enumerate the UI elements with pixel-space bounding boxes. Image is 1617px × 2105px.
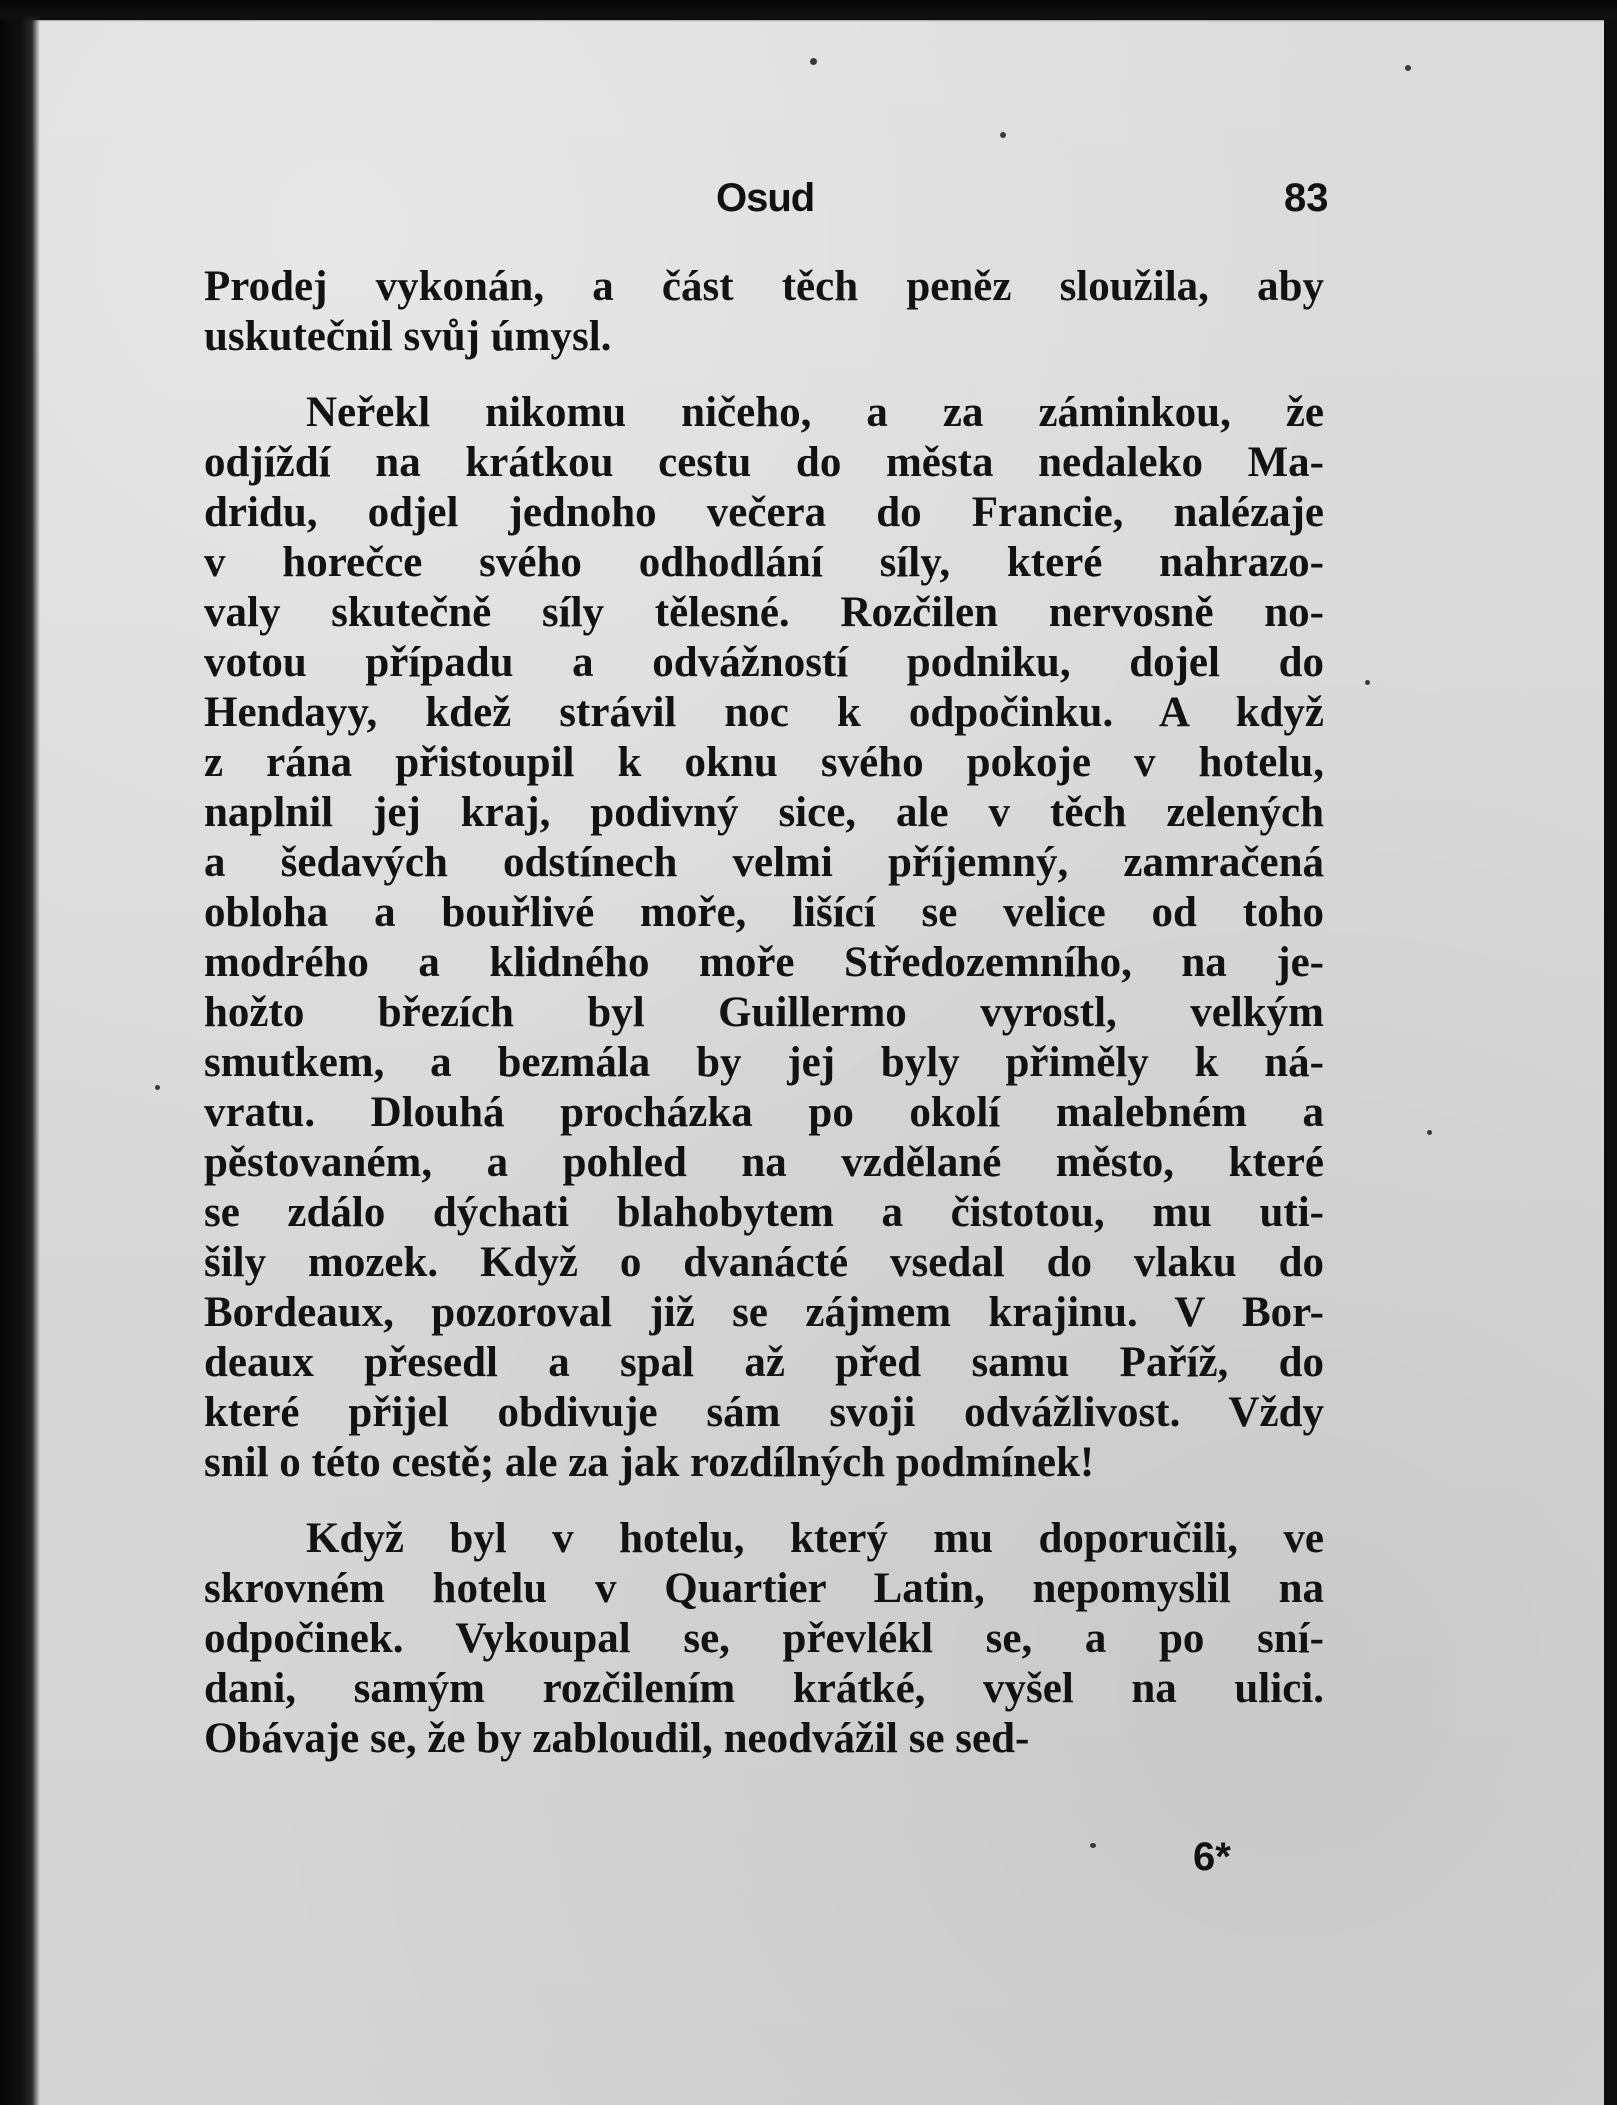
text-line: deaux přesedl a spal až před samu Paříž, do [204,1339,1324,1386]
text-line: dani, samým rozčilením krátké, vyšel na ulici. [204,1665,1324,1712]
paragraph [204,262,1324,362]
text-line: Bordeaux, pozoroval již se zájmem krajinu. V Bor- [204,1289,1324,1336]
scan-left-edge [0,0,40,2105]
text-line: skrovném hotelu v Quartier Latin, nepomyslil na [204,1565,1324,1612]
text-line: které přijel obdivuje sám svoji odvážlivost. Vždy [204,1389,1324,1436]
text-line: votou případu a odvážností podniku, dojel do [204,639,1324,686]
paragraph [204,388,1324,1488]
text-line: uskutečnil svůj úmysl. [204,313,612,360]
text-line: smutkem, a bezmála by jej byly přiměly k ná- [204,1039,1324,1086]
dust-speck [1365,680,1370,685]
text-line: snil o této cestě; ale za jak rozdílných podmínek! [204,1439,1095,1486]
text-line: odjíždí na krátkou cestu do města nedaleko Ma- [204,439,1324,486]
text-line: Hendayy, kdež strávil noc k odpočinku. A když [204,689,1324,736]
text-line: šily mozek. Když o dvanácté vsedal do vlaku do [204,1239,1324,1286]
dust-speck [810,58,817,65]
paragraph [204,1514,1324,1764]
dust-speck [1427,1130,1432,1135]
text-line: hožto březích byl Guillermo vyrostl, velkým [204,989,1324,1036]
text-line: valy skutečně síly tělesné. Rozčilen nervosně no- [204,589,1324,636]
text-line: se zdálo dýchati blahobytem a čistotou, mu uti- [204,1189,1324,1236]
text-line: Prodej vykonán, a část těch peněz sloužila, aby [204,263,1324,310]
text-line: Neřekl nikomu ničeho, a za záminkou, že [306,389,1324,436]
dust-speck [1090,1843,1096,1848]
scan-top-edge [0,0,1617,22]
running-head-title: Osud [716,176,815,220]
printer-signature-mark: 6* [1193,1835,1231,1879]
text-line: z rána přistoupil k oknu svého pokoje v hotelu, [204,739,1324,786]
dust-speck [1000,132,1006,138]
text-line: naplnil jej kraj, podivný sice, ale v těch zelených [204,789,1324,836]
text-line: modrého a klidného moře Středozemního, na je- [204,939,1324,986]
body-text [204,262,1324,1764]
page-number: 83 [1284,176,1329,220]
text-line: obloha a bouřlivé moře, lišící se velice od toho [204,889,1324,936]
text-line: odpočinek. Vykoupal se, převlékl se, a po sní- [204,1615,1324,1662]
text-line: a šedavých odstínech velmi příjemný, zamračená [204,839,1324,886]
text-line: Když byl v hotelu, který mu doporučili, ve [306,1515,1324,1562]
text-line: pěstovaném, a pohled na vzdělané město, které [204,1139,1324,1186]
dust-speck [1405,65,1411,71]
dust-speck [155,1085,160,1090]
text-line: v horečce svého odhodlání síly, které nahrazo- [204,539,1324,586]
text-line: vratu. Dlouhá procházka po okolí malebném a [204,1089,1324,1136]
text-line: Obávaje se, že by zabloudil, neodvážil se sed- [204,1715,1030,1762]
text-line: dridu, odjel jednoho večera do Francie, nalézaje [204,489,1324,536]
running-head [0,170,1617,230]
